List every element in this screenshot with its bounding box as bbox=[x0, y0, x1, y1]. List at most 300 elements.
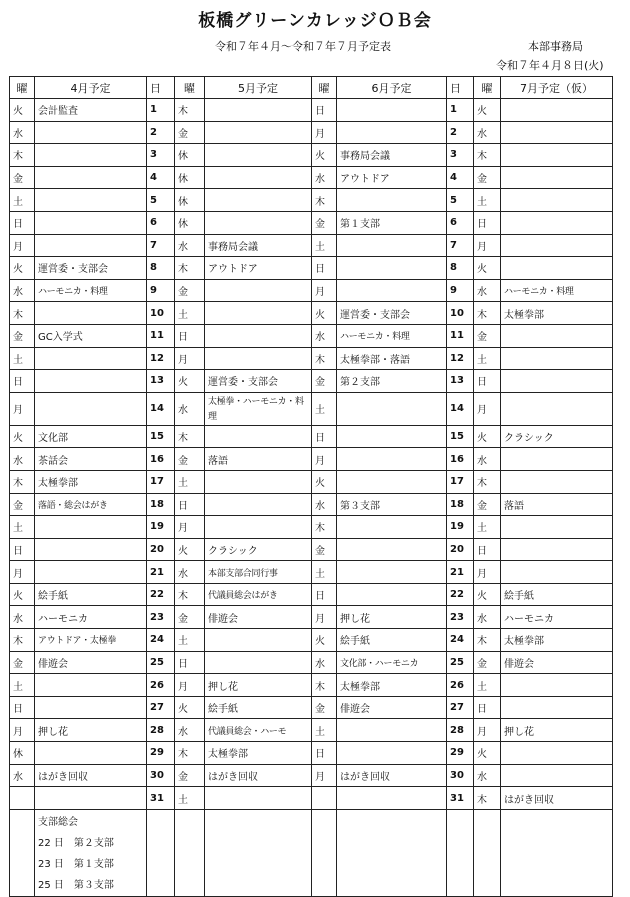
july-dow: 月 bbox=[474, 234, 501, 257]
june-event: 事務局会議 bbox=[337, 144, 447, 167]
may-dow: 土 bbox=[175, 787, 205, 810]
june-event bbox=[337, 742, 447, 765]
april-dow bbox=[10, 787, 35, 810]
july-event: 絵手紙 bbox=[501, 583, 613, 606]
july-day-number: 27 bbox=[447, 696, 474, 719]
may-event: 事務局会議 bbox=[205, 234, 312, 257]
may-dow: 水 bbox=[175, 719, 205, 742]
april-dow: 月 bbox=[10, 392, 35, 425]
table-row bbox=[10, 583, 613, 606]
schedule-period: 令和７年４月～令和７年７月予定表 bbox=[215, 40, 391, 53]
table-row bbox=[10, 742, 613, 765]
july-dow: 金 bbox=[474, 166, 501, 189]
col-dow-april: 曜 bbox=[10, 77, 35, 99]
day-number: 20 bbox=[147, 538, 175, 561]
may-dow: 休 bbox=[175, 144, 205, 167]
day-number: 23 bbox=[147, 606, 175, 629]
april-dow: 金 bbox=[10, 651, 35, 674]
col-dow-may: 曜 bbox=[175, 77, 205, 99]
july-dow: 火 bbox=[474, 425, 501, 448]
june-dow: 水 bbox=[312, 651, 337, 674]
empty-cell bbox=[147, 809, 175, 896]
office-name: 本部事務局 bbox=[528, 40, 583, 53]
day-number: 3 bbox=[147, 144, 175, 167]
may-dow: 火 bbox=[175, 696, 205, 719]
branch-meeting-note bbox=[35, 809, 147, 896]
july-event bbox=[501, 189, 613, 212]
may-event bbox=[205, 279, 312, 302]
june-dow: 金 bbox=[312, 538, 337, 561]
april-dow: 水 bbox=[10, 448, 35, 471]
may-dow: 金 bbox=[175, 764, 205, 787]
july-dow: 土 bbox=[474, 516, 501, 539]
schedule-table bbox=[9, 76, 613, 897]
april-dow: 水 bbox=[10, 279, 35, 302]
table-row bbox=[10, 99, 613, 122]
june-event bbox=[337, 279, 447, 302]
may-event bbox=[205, 470, 312, 493]
june-event bbox=[337, 121, 447, 144]
may-dow: 金 bbox=[175, 279, 205, 302]
col-day: 日 bbox=[147, 77, 175, 99]
table-row bbox=[10, 651, 613, 674]
july-event: ハーモニカ・料理 bbox=[501, 279, 613, 302]
july-event bbox=[501, 121, 613, 144]
july-day-number: 25 bbox=[447, 651, 474, 674]
july-dow: 土 bbox=[474, 347, 501, 370]
table-row bbox=[10, 279, 613, 302]
day-number: 7 bbox=[147, 234, 175, 257]
july-dow: 水 bbox=[474, 448, 501, 471]
july-dow: 火 bbox=[474, 742, 501, 765]
table-row bbox=[10, 764, 613, 787]
branch-meeting-title: 支部総会 bbox=[38, 816, 78, 828]
july-day-number: 24 bbox=[447, 629, 474, 652]
june-dow: 土 bbox=[312, 561, 337, 584]
may-dow: 金 bbox=[175, 606, 205, 629]
july-day-number: 12 bbox=[447, 347, 474, 370]
april-dow: 金 bbox=[10, 166, 35, 189]
may-event bbox=[205, 787, 312, 810]
july-day-number: 4 bbox=[447, 166, 474, 189]
july-event bbox=[501, 448, 613, 471]
april-event: ハーモニカ bbox=[35, 606, 147, 629]
july-event bbox=[501, 764, 613, 787]
may-event bbox=[205, 425, 312, 448]
june-dow: 日 bbox=[312, 583, 337, 606]
table-row bbox=[10, 234, 613, 257]
empty-cell bbox=[474, 809, 501, 896]
july-dow: 水 bbox=[474, 121, 501, 144]
june-dow bbox=[312, 787, 337, 810]
april-event: 茶話会 bbox=[35, 448, 147, 471]
july-event: 太極拳部 bbox=[501, 302, 613, 325]
empty-cell bbox=[175, 809, 205, 896]
april-event: 俳遊会 bbox=[35, 651, 147, 674]
april-dow: 水 bbox=[10, 121, 35, 144]
april-dow: 日 bbox=[10, 538, 35, 561]
july-dow: 水 bbox=[474, 606, 501, 629]
day-number: 1 bbox=[147, 99, 175, 122]
june-dow: 木 bbox=[312, 516, 337, 539]
day-number: 9 bbox=[147, 279, 175, 302]
may-event: 太極拳部 bbox=[205, 742, 312, 765]
june-dow: 月 bbox=[312, 764, 337, 787]
july-event: 太極拳部 bbox=[501, 629, 613, 652]
april-event: アウトドア・太極拳 bbox=[35, 629, 147, 652]
april-dow: 土 bbox=[10, 189, 35, 212]
july-day-number: 31 bbox=[447, 787, 474, 810]
june-event: ハーモニカ・料理 bbox=[337, 324, 447, 347]
june-event bbox=[337, 99, 447, 122]
may-dow: 土 bbox=[175, 470, 205, 493]
may-dow: 月 bbox=[175, 516, 205, 539]
may-event bbox=[205, 189, 312, 212]
table-row bbox=[10, 516, 613, 539]
table-row bbox=[10, 121, 613, 144]
april-event: 落語・総会はがき bbox=[35, 493, 147, 516]
june-dow: 日 bbox=[312, 257, 337, 280]
day-number: 24 bbox=[147, 629, 175, 652]
table-row bbox=[10, 787, 613, 810]
july-dow: 日 bbox=[474, 696, 501, 719]
may-event: 運営委・支部会 bbox=[205, 370, 312, 393]
table-row bbox=[10, 324, 613, 347]
day-number: 6 bbox=[147, 211, 175, 234]
may-event: 落語 bbox=[205, 448, 312, 471]
april-event bbox=[35, 211, 147, 234]
may-event: 本部支部合同行事 bbox=[205, 561, 312, 584]
june-dow: 火 bbox=[312, 470, 337, 493]
july-day-number: 20 bbox=[447, 538, 474, 561]
day-number: 19 bbox=[147, 516, 175, 539]
table-row bbox=[10, 448, 613, 471]
june-dow: 日 bbox=[312, 99, 337, 122]
july-event bbox=[501, 144, 613, 167]
july-day-number: 10 bbox=[447, 302, 474, 325]
july-day-number: 1 bbox=[447, 99, 474, 122]
april-event bbox=[35, 674, 147, 697]
july-dow: 土 bbox=[474, 674, 501, 697]
june-event: 絵手紙 bbox=[337, 629, 447, 652]
april-event bbox=[35, 166, 147, 189]
april-dow: 火 bbox=[10, 257, 35, 280]
july-day-number: 11 bbox=[447, 324, 474, 347]
june-event bbox=[337, 257, 447, 280]
may-event bbox=[205, 516, 312, 539]
may-event: 太極拳・ハーモニカ・料理 bbox=[205, 392, 312, 425]
table-row bbox=[10, 561, 613, 584]
april-event: 太極拳部 bbox=[35, 470, 147, 493]
july-event bbox=[501, 99, 613, 122]
day-number: 26 bbox=[147, 674, 175, 697]
july-dow: 土 bbox=[474, 189, 501, 212]
empty-cell bbox=[205, 809, 312, 896]
june-event bbox=[337, 448, 447, 471]
table-row bbox=[10, 347, 613, 370]
july-dow: 木 bbox=[474, 302, 501, 325]
july-event bbox=[501, 470, 613, 493]
may-dow: 火 bbox=[175, 370, 205, 393]
empty-cell bbox=[337, 809, 447, 896]
july-event bbox=[501, 674, 613, 697]
may-event: はがき回収 bbox=[205, 764, 312, 787]
day-number: 5 bbox=[147, 189, 175, 212]
april-dow: 日 bbox=[10, 370, 35, 393]
july-event: 落語 bbox=[501, 493, 613, 516]
april-event bbox=[35, 561, 147, 584]
june-dow: 金 bbox=[312, 696, 337, 719]
may-dow: 木 bbox=[175, 257, 205, 280]
may-dow: 日 bbox=[175, 651, 205, 674]
may-event: 代議員総会はがき bbox=[205, 583, 312, 606]
april-dow: 木 bbox=[10, 302, 35, 325]
june-dow: 日 bbox=[312, 425, 337, 448]
may-dow: 月 bbox=[175, 347, 205, 370]
may-event bbox=[205, 211, 312, 234]
june-dow: 火 bbox=[312, 144, 337, 167]
may-dow: 日 bbox=[175, 324, 205, 347]
june-dow: 月 bbox=[312, 448, 337, 471]
july-dow: 木 bbox=[474, 144, 501, 167]
april-event bbox=[35, 234, 147, 257]
april-event: 文化部 bbox=[35, 425, 147, 448]
may-dow: 火 bbox=[175, 538, 205, 561]
july-day-number: 5 bbox=[447, 189, 474, 212]
june-event bbox=[337, 538, 447, 561]
july-dow: 日 bbox=[474, 538, 501, 561]
june-event bbox=[337, 516, 447, 539]
branch-meeting-line: 23 日 第１支部 bbox=[38, 858, 114, 870]
july-event: ハーモニカ bbox=[501, 606, 613, 629]
may-event: 代議員総会・ハーモ bbox=[205, 719, 312, 742]
april-event: 押し花 bbox=[35, 719, 147, 742]
april-event bbox=[35, 189, 147, 212]
day-number: 11 bbox=[147, 324, 175, 347]
june-dow: 土 bbox=[312, 234, 337, 257]
july-day-number: 16 bbox=[447, 448, 474, 471]
day-number: 22 bbox=[147, 583, 175, 606]
april-dow: 火 bbox=[10, 583, 35, 606]
may-dow: 休 bbox=[175, 189, 205, 212]
may-event bbox=[205, 324, 312, 347]
day-number: 13 bbox=[147, 370, 175, 393]
april-event: GC入学式 bbox=[35, 324, 147, 347]
april-event bbox=[35, 144, 147, 167]
empty-cell bbox=[501, 809, 613, 896]
june-event: 第１支部 bbox=[337, 211, 447, 234]
june-dow: 水 bbox=[312, 324, 337, 347]
may-event bbox=[205, 166, 312, 189]
june-event: 運営委・支部会 bbox=[337, 302, 447, 325]
july-dow: 水 bbox=[474, 279, 501, 302]
april-dow: 月 bbox=[10, 234, 35, 257]
april-dow: 土 bbox=[10, 674, 35, 697]
july-dow: 木 bbox=[474, 629, 501, 652]
july-day-number: 29 bbox=[447, 742, 474, 765]
july-day-number: 19 bbox=[447, 516, 474, 539]
july-day-number: 9 bbox=[447, 279, 474, 302]
april-event bbox=[35, 370, 147, 393]
june-dow: 月 bbox=[312, 279, 337, 302]
april-event: はがき回収 bbox=[35, 764, 147, 787]
april-dow: 木 bbox=[10, 144, 35, 167]
table-row bbox=[10, 674, 613, 697]
table-row bbox=[10, 493, 613, 516]
july-dow: 木 bbox=[474, 470, 501, 493]
july-day-number: 14 bbox=[447, 392, 474, 425]
day-number: 4 bbox=[147, 166, 175, 189]
july-event: はがき回収 bbox=[501, 787, 613, 810]
june-dow: 水 bbox=[312, 166, 337, 189]
table-row bbox=[10, 392, 613, 425]
july-dow: 金 bbox=[474, 493, 501, 516]
branch-meeting-line: 25 日 第３支部 bbox=[38, 879, 114, 891]
july-dow: 火 bbox=[474, 583, 501, 606]
table-row bbox=[10, 629, 613, 652]
june-dow: 火 bbox=[312, 302, 337, 325]
header-row bbox=[10, 77, 613, 99]
may-dow: 月 bbox=[175, 674, 205, 697]
june-dow: 水 bbox=[312, 493, 337, 516]
july-dow: 月 bbox=[474, 719, 501, 742]
footer-row bbox=[10, 809, 613, 896]
july-event bbox=[501, 370, 613, 393]
table-row bbox=[10, 696, 613, 719]
day-number: 27 bbox=[147, 696, 175, 719]
june-dow: 土 bbox=[312, 719, 337, 742]
may-dow: 木 bbox=[175, 425, 205, 448]
june-dow: 金 bbox=[312, 370, 337, 393]
july-day-number: 28 bbox=[447, 719, 474, 742]
april-event bbox=[35, 302, 147, 325]
empty-cell bbox=[10, 809, 35, 896]
may-event: 押し花 bbox=[205, 674, 312, 697]
page-title: 板橋グリーンカレッジＯＢ会 bbox=[198, 11, 432, 31]
july-event bbox=[501, 696, 613, 719]
june-event bbox=[337, 787, 447, 810]
july-day-number: 22 bbox=[447, 583, 474, 606]
april-event bbox=[35, 742, 147, 765]
july-dow: 月 bbox=[474, 561, 501, 584]
may-event bbox=[205, 347, 312, 370]
july-event: 押し花 bbox=[501, 719, 613, 742]
table-row bbox=[10, 257, 613, 280]
april-event bbox=[35, 696, 147, 719]
may-event bbox=[205, 121, 312, 144]
april-event bbox=[35, 392, 147, 425]
june-event: はがき回収 bbox=[337, 764, 447, 787]
april-event: ハーモニカ・料理 bbox=[35, 279, 147, 302]
july-day-number: 26 bbox=[447, 674, 474, 697]
july-event: クラシック bbox=[501, 425, 613, 448]
july-event bbox=[501, 347, 613, 370]
july-dow: 日 bbox=[474, 370, 501, 393]
april-event bbox=[35, 538, 147, 561]
july-dow: 木 bbox=[474, 787, 501, 810]
day-number: 16 bbox=[147, 448, 175, 471]
may-dow: 水 bbox=[175, 561, 205, 584]
day-number: 17 bbox=[147, 470, 175, 493]
july-day-number: 30 bbox=[447, 764, 474, 787]
table-row bbox=[10, 470, 613, 493]
april-event: 運営委・支部会 bbox=[35, 257, 147, 280]
empty-cell bbox=[312, 809, 337, 896]
table-row bbox=[10, 425, 613, 448]
june-dow: 木 bbox=[312, 189, 337, 212]
june-event bbox=[337, 189, 447, 212]
col-dow-july: 曜 bbox=[474, 77, 501, 99]
may-dow: 木 bbox=[175, 99, 205, 122]
may-event bbox=[205, 99, 312, 122]
july-dow: 水 bbox=[474, 764, 501, 787]
july-event bbox=[501, 516, 613, 539]
may-dow: 木 bbox=[175, 742, 205, 765]
table-row bbox=[10, 166, 613, 189]
june-event: アウトドア bbox=[337, 166, 447, 189]
june-dow: 日 bbox=[312, 742, 337, 765]
july-event bbox=[501, 234, 613, 257]
may-event bbox=[205, 629, 312, 652]
branch-meeting-line: 22 日 第２支部 bbox=[38, 837, 114, 849]
june-event bbox=[337, 234, 447, 257]
table-row bbox=[10, 211, 613, 234]
july-event bbox=[501, 392, 613, 425]
may-event bbox=[205, 651, 312, 674]
day-number: 28 bbox=[147, 719, 175, 742]
july-day-number: 6 bbox=[447, 211, 474, 234]
day-number: 21 bbox=[147, 561, 175, 584]
day-number: 15 bbox=[147, 425, 175, 448]
july-day-number: 13 bbox=[447, 370, 474, 393]
july-dow: 日 bbox=[474, 211, 501, 234]
june-dow: 月 bbox=[312, 121, 337, 144]
july-event bbox=[501, 742, 613, 765]
table-row bbox=[10, 606, 613, 629]
april-dow: 水 bbox=[10, 606, 35, 629]
may-dow: 金 bbox=[175, 448, 205, 471]
june-dow: 木 bbox=[312, 347, 337, 370]
april-dow: 土 bbox=[10, 516, 35, 539]
may-dow: 水 bbox=[175, 234, 205, 257]
day-number: 10 bbox=[147, 302, 175, 325]
day-number: 14 bbox=[147, 392, 175, 425]
june-dow: 月 bbox=[312, 606, 337, 629]
july-event bbox=[501, 324, 613, 347]
june-event: 押し花 bbox=[337, 606, 447, 629]
day-number: 8 bbox=[147, 257, 175, 280]
april-dow: 水 bbox=[10, 764, 35, 787]
june-event bbox=[337, 583, 447, 606]
day-number: 12 bbox=[147, 347, 175, 370]
april-dow: 休 bbox=[10, 742, 35, 765]
april-dow: 火 bbox=[10, 425, 35, 448]
table-row bbox=[10, 538, 613, 561]
table-row bbox=[10, 189, 613, 212]
july-day-number: 21 bbox=[447, 561, 474, 584]
april-dow: 月 bbox=[10, 561, 35, 584]
april-event bbox=[35, 787, 147, 810]
july-day-number: 18 bbox=[447, 493, 474, 516]
july-event bbox=[501, 166, 613, 189]
may-event bbox=[205, 493, 312, 516]
july-day-number: 15 bbox=[447, 425, 474, 448]
april-dow: 月 bbox=[10, 719, 35, 742]
june-dow: 土 bbox=[312, 392, 337, 425]
july-day-number: 23 bbox=[447, 606, 474, 629]
july-dow: 金 bbox=[474, 651, 501, 674]
april-event bbox=[35, 121, 147, 144]
